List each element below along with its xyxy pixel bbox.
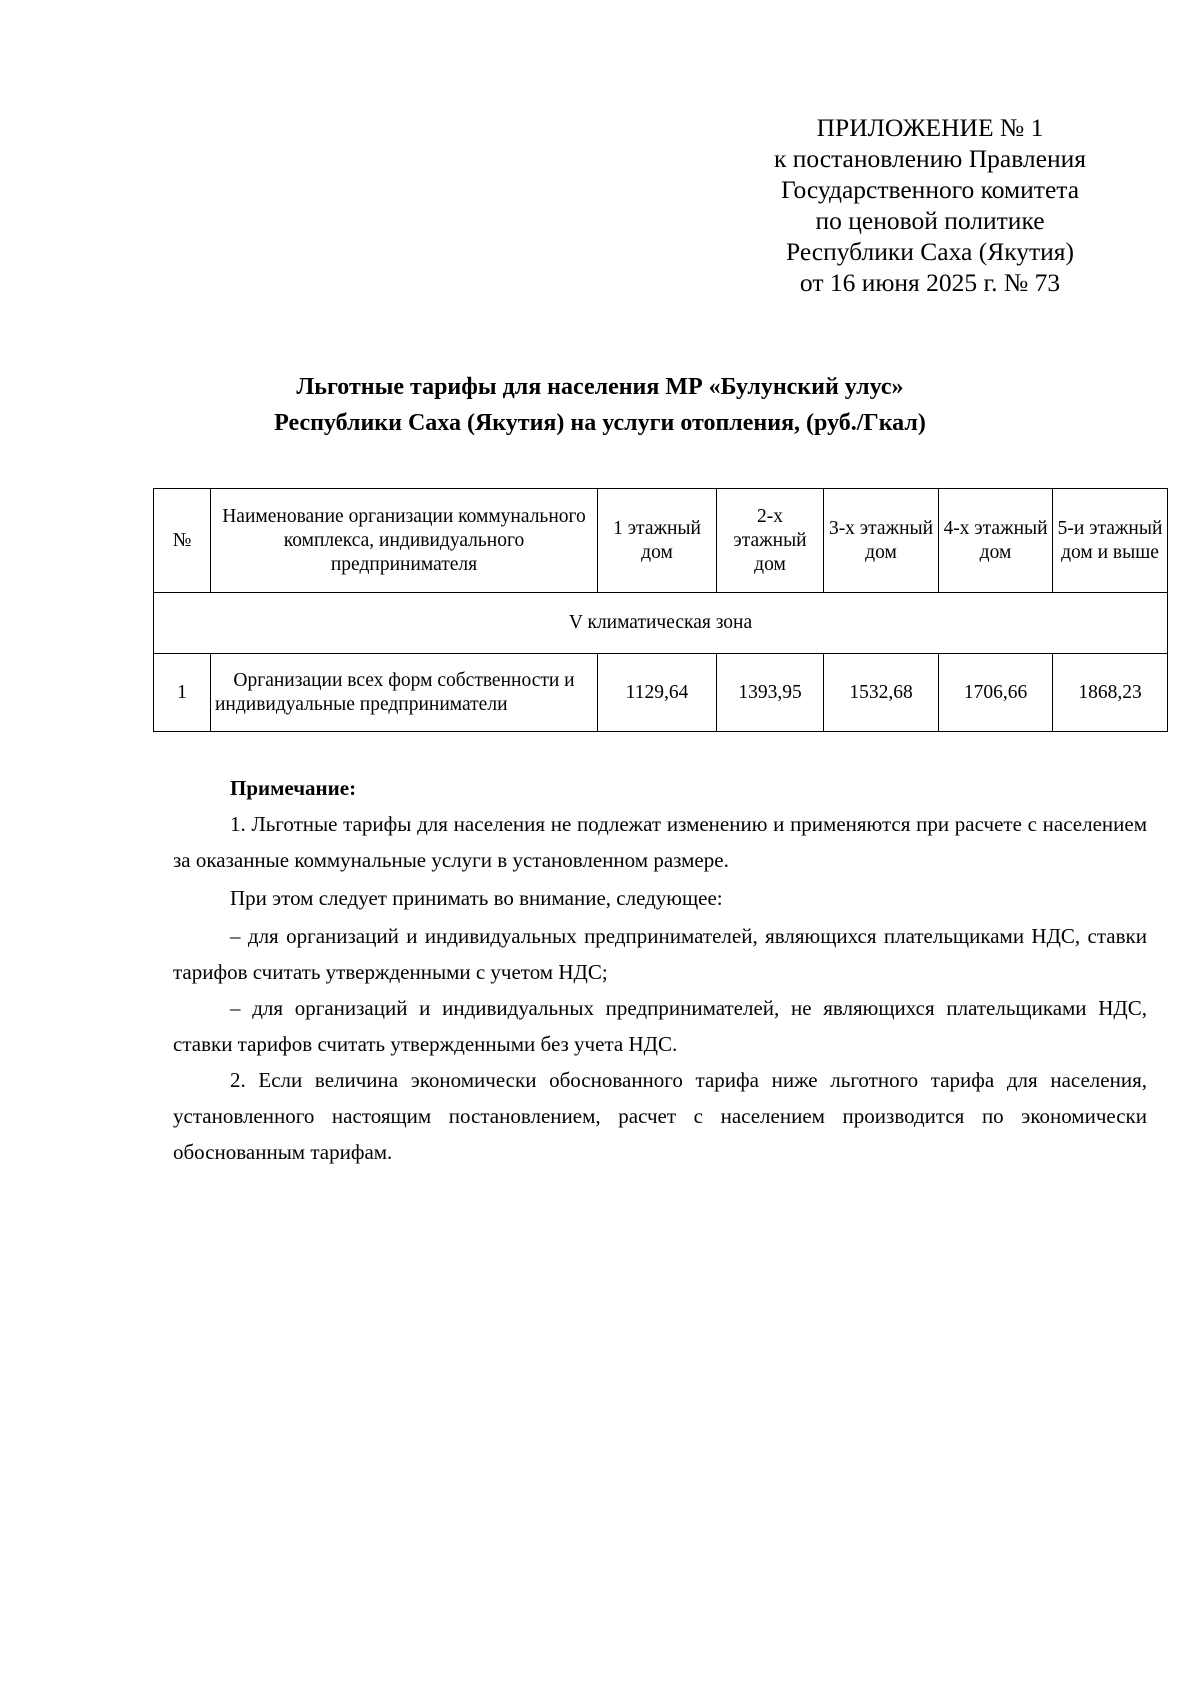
title-line-1: Льготные тарифы для населения МР «Булунский улус» [296, 374, 904, 400]
header-organization-name: Наименование организации коммунального комплекса, индивидуального предпринимателя [211, 489, 598, 593]
note-paragraph-2-economic-tariff: 2. Если величина экономически обоснованного тарифа ниже льготного тарифа для населения, установленного настоящим постановлением, расчет с населением производится по экономически обоснованным тарифам. [173, 1068, 1147, 1164]
header-number: № [154, 489, 211, 593]
notes-section [173, 770, 1147, 1170]
appendix-number: ПРИЛОЖЕНИЕ № 1 [816, 113, 1044, 142]
appendix-block [740, 112, 1120, 298]
note-paragraph-1: 1. Льготные тарифы для населения не подлежат изменению и применяются при расчете с населением за оказанные коммунальные услуги в установленном размере. [173, 812, 1147, 872]
document-title [0, 369, 1200, 441]
row-number: 1 [154, 654, 211, 732]
header-4-floor: 4-х этажный дом [939, 489, 1053, 593]
table-header-row [154, 489, 1168, 593]
note-paragraph-2: При этом следует принимать во внимание, следующее: [230, 886, 723, 910]
tariff-5-floor: 1868,23 [1053, 654, 1168, 732]
notes-heading: Примечание: [230, 776, 357, 800]
climate-zone-row [154, 593, 1168, 654]
note-paragraph-vat-payers: – для организаций и индивидуальных предпринимателей, являющихся плательщиками НДС, ставки тарифов считать утвержденными с учетом НДС; [173, 924, 1147, 984]
appendix-line-resolution: к постановлению Правления [773, 144, 1086, 173]
table-row [154, 654, 1168, 732]
tariff-2-floor: 1393,95 [717, 654, 824, 732]
header-3-floor: 3-х этажный дом [824, 489, 939, 593]
tariff-table [153, 488, 1168, 732]
row-organization-name: Организации всех форм собственности и индивидуальные предприниматели [211, 654, 598, 732]
appendix-line-date: от 16 июня 2025 г. № 73 [799, 268, 1061, 297]
title-line-2: Республики Саха (Якутия) на услуги отопления, (руб./Гкал) [274, 410, 926, 436]
appendix-line-republic: Республики Саха (Якутия) [785, 237, 1075, 266]
appendix-line-policy: по ценовой политике [815, 206, 1045, 235]
header-2-floor: 2-х этажный дом [717, 489, 824, 593]
tariff-3-floor: 1532,68 [824, 654, 939, 732]
note-paragraph-non-vat-payers: – для организаций и индивидуальных предпринимателей, не являющихся плательщиками НДС, ставки тарифов считать утвержденными без учета НДС. [173, 996, 1147, 1056]
header-1-floor: 1 этажный дом [598, 489, 717, 593]
tariff-4-floor: 1706,66 [939, 654, 1053, 732]
tariff-1-floor: 1129,64 [598, 654, 717, 732]
climate-zone-label: V климатическая зона [154, 593, 1168, 654]
appendix-line-committee: Государственного комитета [780, 175, 1080, 204]
header-5-floor-and-above: 5-и этажный дом и выше [1053, 489, 1168, 593]
